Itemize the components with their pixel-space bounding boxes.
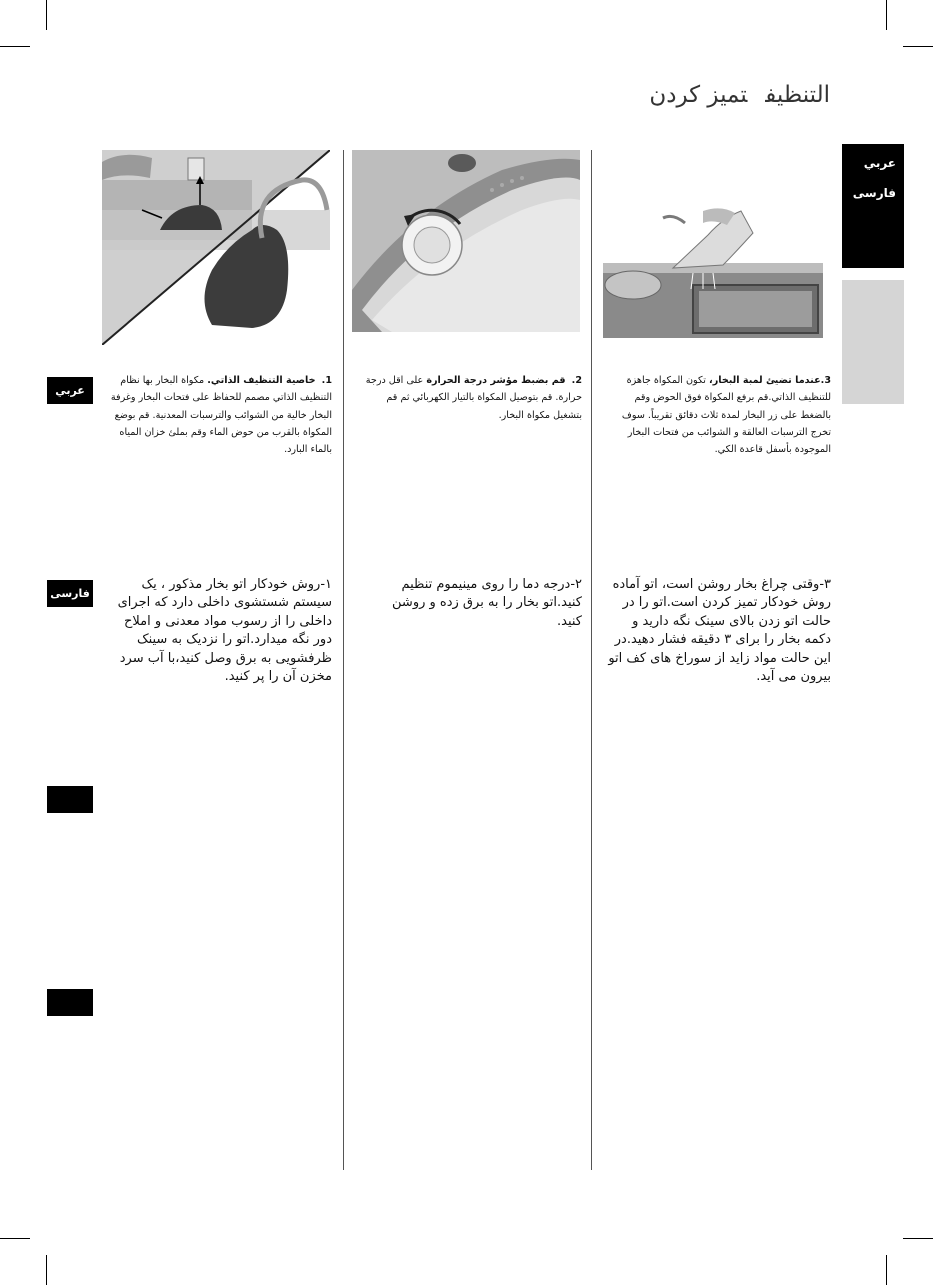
page-title-farsi: تميز كردن	[649, 82, 748, 108]
crop-mark	[0, 1238, 30, 1239]
lang-tag-blank	[47, 786, 93, 813]
lang-tag-arabic: عربي	[47, 377, 93, 404]
step-2-arabic	[356, 372, 582, 424]
side-tab-blank	[842, 280, 904, 404]
step-number: 1.	[321, 375, 332, 386]
side-tab-arabic: عربي	[863, 156, 896, 170]
crop-mark	[886, 1255, 887, 1285]
iron-over-sink-illustration	[603, 193, 823, 338]
step-1-farsi: ۱-روش خودکار اتو بخار مذکور ، یک سیستم شستشوی داخلی دارد که اجرای داخلی را از رسوب مواد معدنی و املاح دور نگه میدارد.اتو را نزدیک به سینک ظرفشویی به برق وصل کنید،با آب سرد مخزن آن را پر کنید.	[117, 577, 332, 685]
step-heading: خاصية التنظيف الذاتي.	[207, 375, 316, 386]
crop-mark	[46, 0, 47, 30]
step-body: مكواة البخار بها نظام التنظيف الذاتي مصمم للحفاظ على فتحات البخار وغرفة البخار خالية من الشوائب والترسبات المعدنية. قم بوضع المكواة بالقرب من حوض الماء وقم بملئ خزان المياه بالماء البارد.	[110, 375, 332, 456]
step-heading: عندما تضيئ لمبة البخار،	[709, 375, 821, 386]
page-title-arabic: التنظيف	[765, 82, 830, 108]
step-3-arabic	[604, 372, 831, 458]
step-body: على اقل درجة حرارة. قم بتوصيل المكواة بالتيار الكهربائي ثم قم بتشغيل مكواة البخار.	[365, 375, 582, 421]
crop-mark	[903, 1238, 933, 1239]
crop-mark	[0, 46, 30, 47]
column-divider	[343, 150, 344, 1170]
step-heading: قم بضبط مؤشر درجة الحرارة	[426, 375, 566, 386]
iron-station-illustration	[102, 150, 330, 345]
crop-mark	[903, 46, 933, 47]
step-number: 2.	[571, 375, 582, 386]
page-title	[649, 82, 830, 108]
step-number: 3.	[820, 375, 831, 386]
step-body: تكون المكواة جاهزة للتنظيف الذاتي.قم برفع المكواة فوق الحوض وقم بالضغط على زر البخار لمدة ثلاث دقائق تقريباً. سوف تخرج الترسبات العالقة و الشوائب من فتحات البخار الموجودة بأسفل قاعدة الكي.	[621, 375, 831, 456]
temperature-dial-illustration	[352, 150, 580, 332]
side-tab-languages	[842, 144, 904, 268]
lang-tag-farsi: فارسی	[47, 580, 93, 607]
step-3-farsi: ۳-وقتی چراغ بخار روشن است، اتو آماده روش خودکار تميز كردن است.اتو را در حالت اتو زدن بالای سینک نگه دارید و دکمه بخار را برای ۳ دقیقه فشار دهید.در این حالت مواد زاید از سوراخ های کف اتو بیرون می آید.	[608, 577, 831, 685]
step-2-farsi: ۲-درجه دما را روی مینیموم تنظیم کنید.اتو بخار را به برق زده و روشن کنید.	[392, 577, 582, 629]
side-tab-farsi: فارسی	[852, 186, 896, 200]
step-1-arabic	[106, 372, 332, 458]
crop-mark	[46, 1255, 47, 1285]
column-divider	[591, 150, 592, 1170]
lang-tag-blank	[47, 989, 93, 1016]
crop-mark	[886, 0, 887, 30]
